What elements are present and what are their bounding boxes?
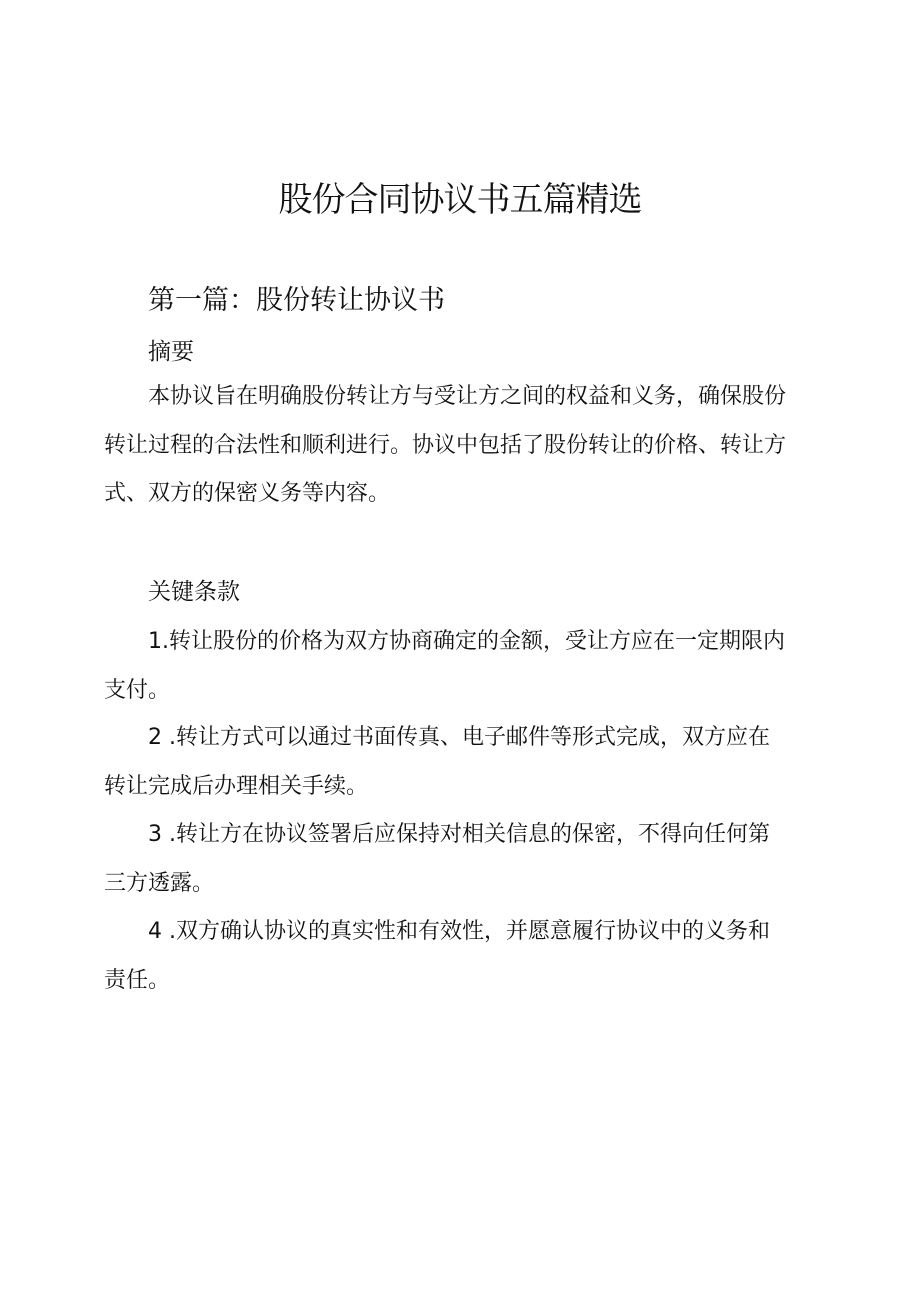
summary-line: 转让过程的合法性和顺利进行。协议中包括了股份转让的价格、转让方 <box>104 432 787 458</box>
clause-4 <box>104 908 820 1005</box>
clause-line: 4 .双方确认协议的真实性和有效性，并愿意履行协议中的义务和 <box>148 919 770 944</box>
clause-line: 支付。 <box>104 677 171 703</box>
document-title: 股份合同协议书五篇精选 <box>278 180 642 220</box>
clause-line: 转让完成后办理相关手续。 <box>104 773 369 799</box>
clause-line: 三方透露。 <box>104 870 215 896</box>
summary-line: 式、双方的保密义务等内容。 <box>104 481 391 506</box>
summary-heading: 摘要 <box>148 339 194 365</box>
chapter-title: 第一篇：股份转让协议书 <box>148 285 445 316</box>
summary-paragraph <box>104 373 820 519</box>
clause-line: 1.转让股份的价格为双方协商确定的金额，受让方应在一定期限内 <box>148 629 785 654</box>
summary-line: 本协议旨在明确股份转让方与受让方之间的权益和义务，确保股份 <box>148 384 787 409</box>
clause-line: 2 .转让方式可以通过书面传真、电子邮件等形式完成，双方应在 <box>148 725 770 750</box>
clause-2 <box>104 714 820 811</box>
clause-3 <box>104 811 820 908</box>
clause-1 <box>104 618 820 715</box>
clause-line: 3 .转让方在协议签署后应保持对相关信息的保密，不得向任何第 <box>148 822 770 847</box>
clause-line: 责任。 <box>104 967 171 993</box>
key-terms-heading: 关键条款 <box>148 579 240 605</box>
